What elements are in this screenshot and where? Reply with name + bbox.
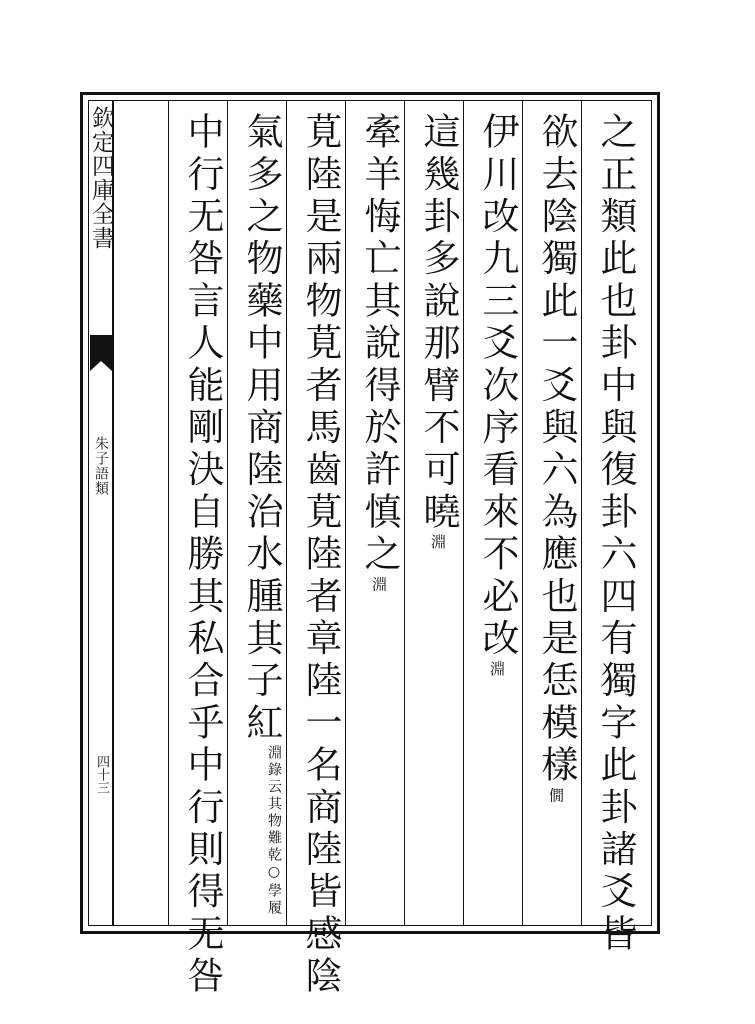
fish-tail-mark-icon xyxy=(90,335,112,371)
interlinear-note: 淵 xyxy=(370,576,388,594)
column-text: 中行无咎言人能剛決自勝其私合乎中行則得无咎 xyxy=(181,112,224,999)
section-title: 朱子語類 xyxy=(93,436,109,496)
column-text: 欲去陰獨此一爻與六為應也是恁模樣 xyxy=(535,112,578,788)
book-title: 欽定四庫全書 xyxy=(88,106,114,250)
column-text: 莧陸是兩物莧者馬齒莧陸者章陸一名商陸皆感陰 xyxy=(299,112,342,999)
column-text: 之正類此也卦中與復卦六四有獨字此卦諸爻皆 xyxy=(594,112,637,956)
column-rule xyxy=(345,100,346,926)
page-margin-strip xyxy=(88,100,114,926)
interlinear-note: 僩 xyxy=(547,787,565,805)
interlinear-note: 淵 xyxy=(429,534,447,551)
column-text: 氣多之物藥中用商陸治水腫其子紅 xyxy=(240,112,283,745)
text-column-4 xyxy=(416,112,460,912)
column-text: 牽羊悔亡其說得於許慎之 xyxy=(358,112,401,577)
page-number: 四十三 xyxy=(94,755,109,794)
column-rule xyxy=(227,100,228,926)
column-rule xyxy=(286,100,287,926)
interlinear-note: 淵錄云其物難乾○學履 xyxy=(266,745,282,917)
interlinear-note: 淵 xyxy=(488,660,506,678)
column-rule xyxy=(168,100,169,926)
text-column-6 xyxy=(298,112,342,999)
column-text: 這幾卦多說那臂不可曉 xyxy=(417,112,460,534)
column-rule xyxy=(463,100,464,926)
text-column-5 xyxy=(357,112,401,912)
text-column-2 xyxy=(534,112,578,912)
text-column-1 xyxy=(593,112,637,956)
column-rule xyxy=(581,100,582,926)
text-column-3 xyxy=(475,112,519,912)
text-column-8 xyxy=(180,112,224,999)
column-rule xyxy=(522,100,523,926)
text-column-7 xyxy=(239,112,283,917)
column-rule xyxy=(404,100,405,926)
column-text: 伊川改九三爻次序看來不必改 xyxy=(476,112,519,661)
